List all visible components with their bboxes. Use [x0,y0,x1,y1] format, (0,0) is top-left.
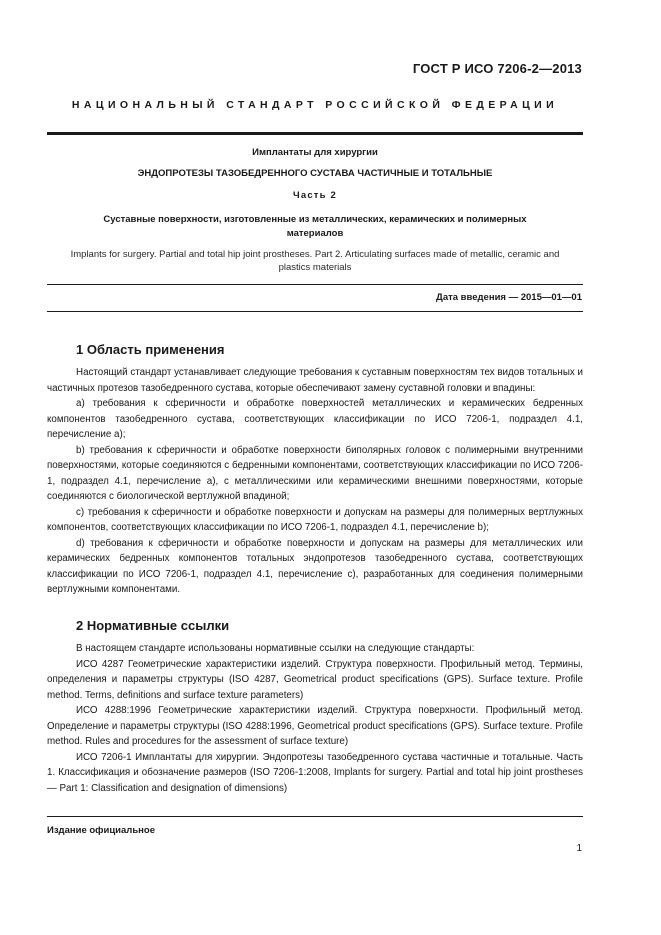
title-main: ЭНДОПРОТЕЗЫ ТАЗОБЕДРЕННОГО СУСТАВА ЧАСТИЧНЫЕ И ТОТАЛЬНЫЕ [137,168,493,179]
section-1-heading: 1 Область применения [76,342,225,357]
section-1-body [47,365,583,598]
reference-iso-7206-1: ИСО 7206-1 Имплантаты для хирургии. Эндопротезы тазобедренного сустава частичные и тотальные. Часть 1. Классификация и обозначение размеров (ISO 7206-1:2008, Implants for surgery. Partial and total hip joint prostheses — Part 1: Classification and designation of dimensions) [47,751,583,794]
section-1-item-c: с) требования к сферичности и обработке поверхности и допускам на размеры для полимерных вертлужных компонентов, соответствующих классификации по ИСО 7206-1, подраздел 4.1, перечисление b); [47,506,583,533]
standard-code: ГОСТ Р ИСО 7206-2—2013 [412,61,582,76]
intro-date: Дата введения — 2015—01—01 [436,292,582,303]
section-2-body [47,641,583,796]
date-divider [47,311,583,312]
section-1-item-d: d) требования к сферичности и обработке поверхности и допускам на размеры для металлических или керамических бедренных компонентов тотальных эндопротезов тазобедренного сустава, соответствующих классификации по ИСО 7206-1, подраздел 4.1, перечисление с), разработанных для соединения полимерными вертлужными компонентами. [47,537,583,595]
footer-divider [47,816,583,817]
section-1-item-b: b) требования к сферичности и обработке поверхности биполярных головок с полимерными внутренними поверхностями, которые соединяются с бедренными компонентами, соответствующих классификации по ИСО 7206-1, подраздел 4.1, перечисление а), с металлическими или керамическими внешними поверхностями, которые соединяются с биологической вертлужной впадиной; [47,444,583,502]
section-2-intro: В настоящем стандарте использованы нормативные ссылки на следующие стандарты: [76,643,475,654]
page-number: 1 [576,843,582,854]
official-edition-label: Издание официальное [47,825,155,836]
national-standard-banner: НАЦИОНАЛЬНЫЙ СТАНДАРТ РОССИЙСКОЙ ФЕДЕРАЦИИ [71,99,559,111]
reference-iso-4287: ИСО 4287 Геометрические характеристики изделий. Структура поверхности. Профильный метод. Термины, определения и параметры структуры (ISO 4287, Geometrical product specifications (GPS). Surface texture. Profile method. Terms, definitions and surface texture parameters) [47,658,583,701]
section-1-item-a: а) требования к сферичности и обработке поверхностей металлических и керамических бедренных компонентов тазобедренного сустава, соответствующих классификации по ИСО 7206-1, подраздел 4.1, перечисление а); [47,398,583,440]
title-subtitle: Суставные поверхности, изготовленные из металлических, керамических и полимерных материалов [103,214,527,239]
header-divider [47,132,583,135]
section-2-heading: 2 Нормативные ссылки [76,618,230,633]
title-english: Implants for surgery. Partial and total hip joint prostheses. Part 2. Articulating surfaces made of metallic, ceramic and plastics materials [70,249,560,273]
reference-iso-4288: ИСО 4288:1996 Геометрические характеристики изделий. Структура поверхности. Профильный метод. Определение и параметры структуры (ISO 4288:1996, Geometrical product specifications (GPS). Surface texture. Profile method. Rules and procedures for the assessment of surface texture) [47,705,583,747]
section-1-paragraph: Настоящий стандарт устанавливает следующие требования к суставным поверхностям тех видов тотальных и частичных протезов тазобедренного сустава, которые обеспечивают замену суставной головки и впадины: [47,367,583,394]
title-divider [47,284,583,285]
title-part: Часть 2 [292,190,338,201]
title-group: Имплантаты для хирургии [252,147,378,158]
